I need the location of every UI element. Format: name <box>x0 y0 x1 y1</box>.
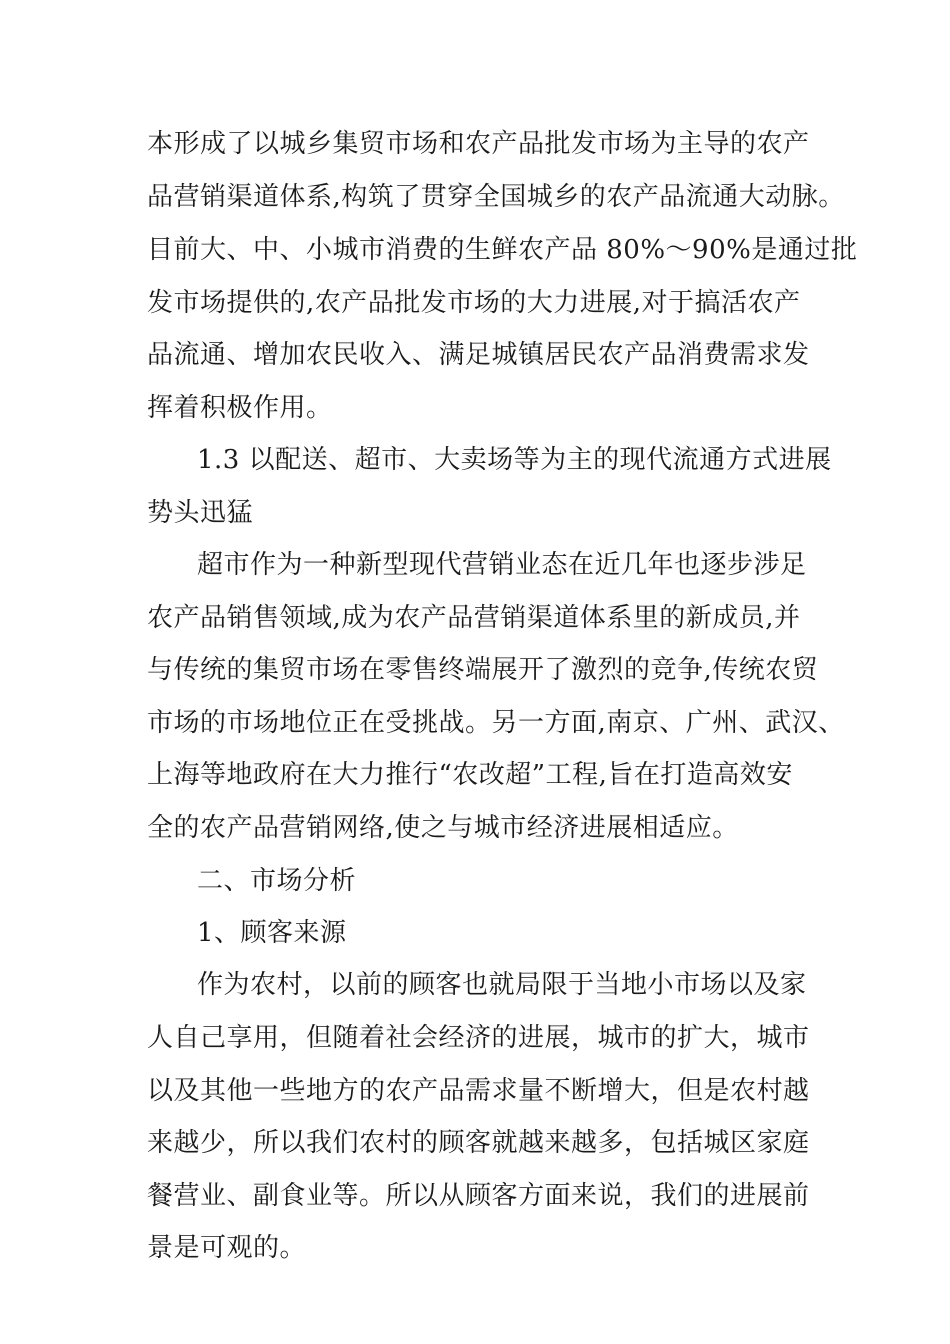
body-text-line: 超市作为一种新型现代营销业态在近几年也逐步涉足 <box>197 550 807 580</box>
section-heading: 二、市场分析 <box>197 866 357 896</box>
body-text-line: 品流通、增加农民收入、满足城镇居民农产品消费需求发 <box>147 340 810 370</box>
section-heading-line: 1.3 以配送、超市、大卖场等为主的现代流通方式进展 <box>197 445 832 475</box>
subsection-heading: 1、顾客来源 <box>197 918 347 948</box>
body-text-line: 本形成了以城乡集贸市场和农产品批发市场为主导的农产 <box>147 129 810 159</box>
body-text-line: 餐营业、副食业等。所以从顾客方面来说，我们的进展前 <box>147 1181 810 1211</box>
body-text-line: 来越少，所以我们农村的顾客就越来越多，包括城区家庭 <box>147 1128 810 1158</box>
body-text-line: 农产品销售领域,成为农产品营销渠道体系里的新成员,并 <box>147 603 801 633</box>
body-text-line: 与传统的集贸市场在零售终端展开了激烈的竞争,传统农贸 <box>147 655 819 685</box>
body-text-line: 作为农村，以前的顾客也就局限于当地小市场以及家 <box>197 970 807 1000</box>
section-heading-line: 势头迅猛 <box>147 498 254 528</box>
body-text-line: 品营销渠道体系,构筑了贯穿全国城乡的农产品流通大动脉。 <box>147 182 845 212</box>
body-text-line: 发市场提供的,农产品批发市场的大力进展,对于搞活农产 <box>147 288 801 318</box>
body-text-line: 全的农产品营销网络,使之与城市经济进展相适应。 <box>147 813 739 843</box>
body-text-line: 目前大、中、小城市消费的生鲜农产品 80%～90%是通过批 <box>147 235 858 265</box>
body-text-line: 人自己享用，但随着社会经济的进展，城市的扩大，城市 <box>147 1023 810 1053</box>
body-text-line: 以及其他一些地方的农产品需求量不断增大，但是农村越 <box>147 1076 810 1106</box>
body-text-line: 上海等地政府在大力推行“农改超”工程,旨在打造高效安 <box>147 760 793 790</box>
body-text-line: 景是可观的。 <box>147 1233 307 1263</box>
body-text-line: 市场的市场地位正在受挑战。另一方面,南京、广州、武汉、 <box>147 708 845 738</box>
body-text-line: 挥着积极作用。 <box>147 393 333 423</box>
